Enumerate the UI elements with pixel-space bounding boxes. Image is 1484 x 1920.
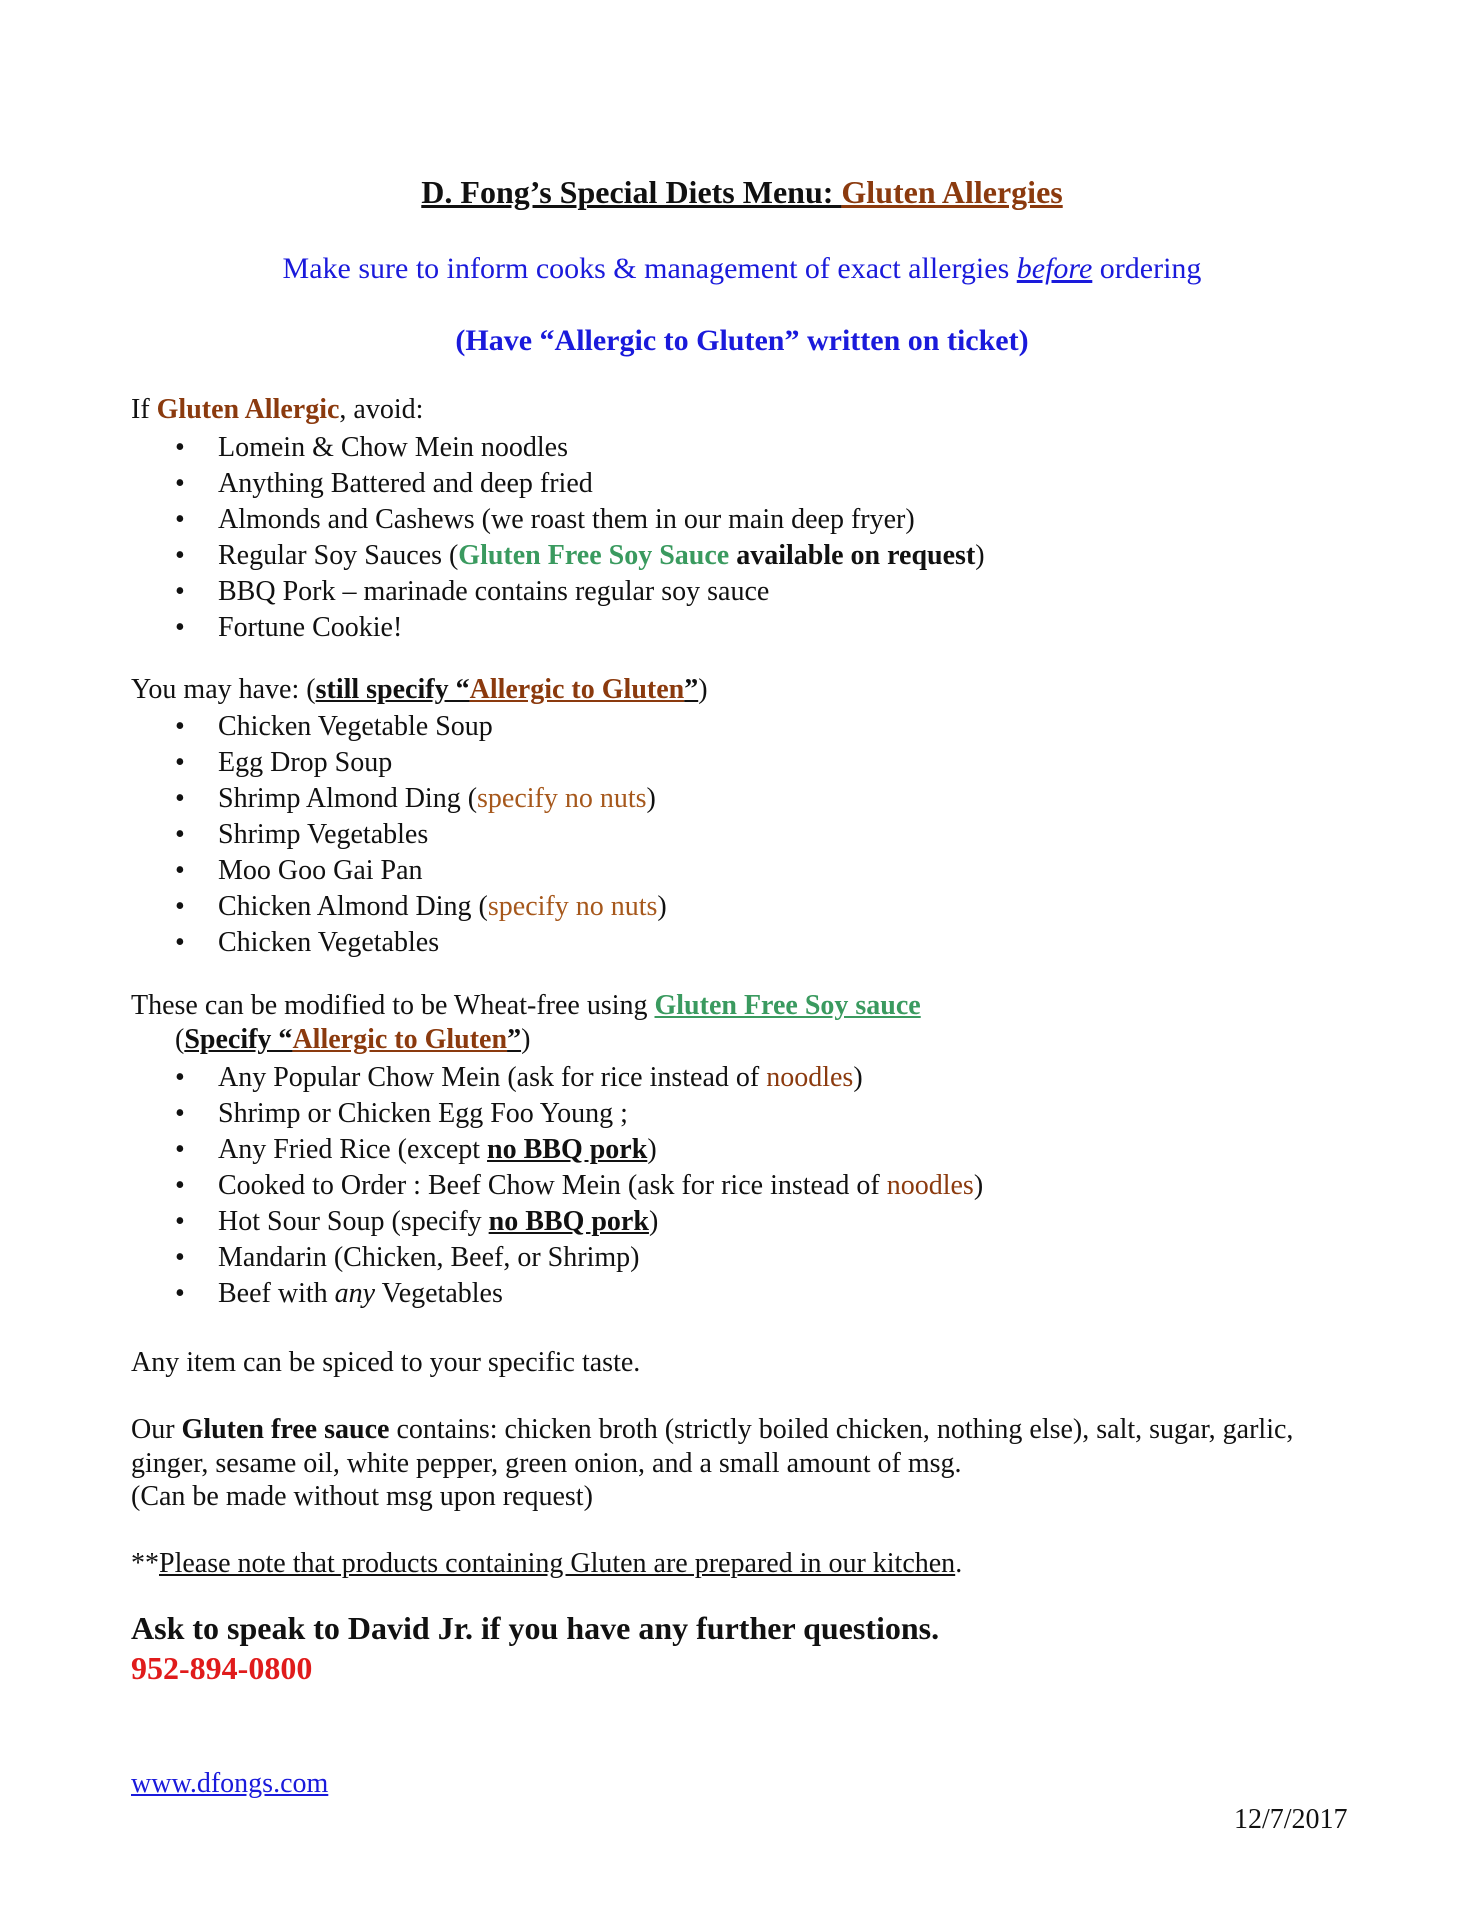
spec-open: ( xyxy=(175,1024,185,1055)
ticket-note: (Have “Allergic to Gluten” written on ticket) xyxy=(455,324,1029,357)
item-text: Beef with xyxy=(218,1278,335,1309)
avoid-list xyxy=(131,430,985,646)
avoid-intro xyxy=(131,394,423,426)
phone-number[interactable]: 952-894-0800 xyxy=(131,1650,313,1686)
list-item: • Fortune Cookie! xyxy=(131,610,985,646)
may-have-highlight: Allergic to Gluten xyxy=(469,674,685,705)
list-item: • Anything Battered and deep fried xyxy=(131,466,985,502)
item-note: specify no nuts xyxy=(477,783,647,814)
kitchen-note xyxy=(131,1548,962,1580)
website-link[interactable]: www.dfongs.com xyxy=(131,1768,329,1799)
list-item: • Egg Drop Soup xyxy=(131,745,667,781)
kitchen-note-text: Please note that products containing Gluten are prepared in our kitchen xyxy=(159,1548,956,1579)
item-text: Hot Sour Soup (specify xyxy=(218,1206,489,1237)
item-end: ) xyxy=(647,1134,657,1165)
modified-green: Gluten Free Soy sauce xyxy=(654,990,921,1021)
list-item xyxy=(131,1060,983,1096)
list-item: • BBQ Pork – marinade contains regular soy sauce xyxy=(131,574,985,610)
notice-text-before: Make sure to inform cooks & management of exact allergies xyxy=(282,252,1017,285)
list-item xyxy=(131,1276,983,1312)
item-end: ) xyxy=(648,1206,659,1237)
sauce-line-2: ginger, sesame oil, white pepper, green onion, and a small amount of msg. xyxy=(131,1448,962,1479)
list-item: • Shrimp or Chicken Egg Foo Young ; xyxy=(131,1096,983,1132)
avoid-intro-highlight: Gluten Allergic xyxy=(156,394,340,425)
soy-green: Gluten Free Soy Sauce xyxy=(458,540,730,571)
sauce-line-3: (Can be made without msg upon request) xyxy=(131,1481,593,1512)
soy-suffix: ) xyxy=(975,540,985,571)
spice-note: Any item can be spiced to your specific taste. xyxy=(131,1347,641,1378)
avoid-intro-prefix: If xyxy=(131,394,157,425)
list-item: • Mandarin (Chicken, Beef, or Shrimp) xyxy=(131,1240,983,1276)
may-have-prefix: You may have: ( xyxy=(131,674,316,705)
notice-text-after: ordering xyxy=(1092,252,1202,285)
title-highlight: Gluten Allergies xyxy=(841,174,1063,210)
list-item: • Moo Goo Gai Pan xyxy=(131,853,667,889)
kitchen-note-suffix: . xyxy=(955,1548,963,1579)
soy-bold: available on request xyxy=(729,540,976,571)
may-have-suffix: ) xyxy=(698,674,708,705)
list-item: • Shrimp Vegetables xyxy=(131,817,667,853)
list-item xyxy=(131,1168,983,1204)
item-text: Shrimp Almond Ding ( xyxy=(218,783,478,814)
item-text: Any Popular Chow Mein (ask for rice instead of xyxy=(218,1062,767,1093)
item-bold: no BBQ pork xyxy=(488,1206,649,1237)
modified-intro xyxy=(131,990,921,1022)
item-text: Any Fried Rice (except xyxy=(218,1134,488,1165)
item-end: ) xyxy=(853,1062,863,1093)
item-text: Cooked to Order : Beef Chow Mein (ask for rice instead of xyxy=(218,1170,887,1201)
item-bold: no BBQ pork xyxy=(487,1134,648,1165)
may-have-bold-end: ” xyxy=(684,674,699,705)
soy-prefix: Regular Soy Sauces ( xyxy=(218,540,459,571)
spec-close: ) xyxy=(521,1024,531,1055)
page-title xyxy=(0,174,1484,211)
list-item xyxy=(131,1204,983,1240)
sauce-line1-rest: contains: chicken broth (strictly boiled chicken, nothing else), salt, sugar, garlic, xyxy=(389,1414,1294,1445)
item-end: ) xyxy=(646,783,656,814)
sauce-line-1 xyxy=(131,1414,1293,1446)
may-have-list xyxy=(131,709,667,961)
list-item: • Almonds and Cashews (we roast them in our main deep fryer) xyxy=(131,502,985,538)
avoid-intro-suffix: , avoid: xyxy=(339,394,424,425)
sauce-prefix: Our xyxy=(131,1414,182,1445)
list-item: • Chicken Vegetable Soup xyxy=(131,709,667,745)
modified-list xyxy=(131,1060,983,1312)
list-item xyxy=(131,1132,983,1168)
sauce-bold: Gluten free sauce xyxy=(181,1414,390,1445)
kitchen-note-prefix: ** xyxy=(131,1548,159,1579)
list-item xyxy=(131,889,667,925)
contact-text: Ask to speak to David Jr. if you have any further questions. xyxy=(131,1610,940,1646)
spec-bold-end: ” xyxy=(507,1024,522,1055)
may-have-intro xyxy=(131,674,708,706)
modified-prefix: These can be modified to be Wheat-free using xyxy=(131,990,655,1021)
allergy-notice xyxy=(0,252,1484,286)
item-note: noodles xyxy=(886,1170,974,1201)
notice-emphasis: before xyxy=(1016,252,1093,285)
list-item xyxy=(131,781,667,817)
list-item: • Lomein & Chow Mein noodles xyxy=(131,430,985,466)
spec-highlight: Allergic to Gluten xyxy=(292,1024,508,1055)
item-end: Vegetables xyxy=(375,1278,503,1309)
spec-bold: Specify “ xyxy=(184,1024,293,1055)
item-note: specify no nuts xyxy=(487,891,658,922)
may-have-bold: still specify “ xyxy=(315,674,470,705)
list-item: • Chicken Vegetables xyxy=(131,925,667,961)
list-item xyxy=(131,538,985,574)
title-main: D. Fong’s Special Diets Menu: xyxy=(421,174,842,210)
item-italic: any xyxy=(334,1278,376,1309)
document-date: 12/7/2017 xyxy=(1234,1804,1348,1835)
item-end: ) xyxy=(973,1170,984,1201)
item-note: noodles xyxy=(766,1062,854,1093)
item-end: ) xyxy=(657,891,667,922)
item-text: Chicken Almond Ding ( xyxy=(218,891,488,922)
modified-specify xyxy=(175,1024,530,1056)
